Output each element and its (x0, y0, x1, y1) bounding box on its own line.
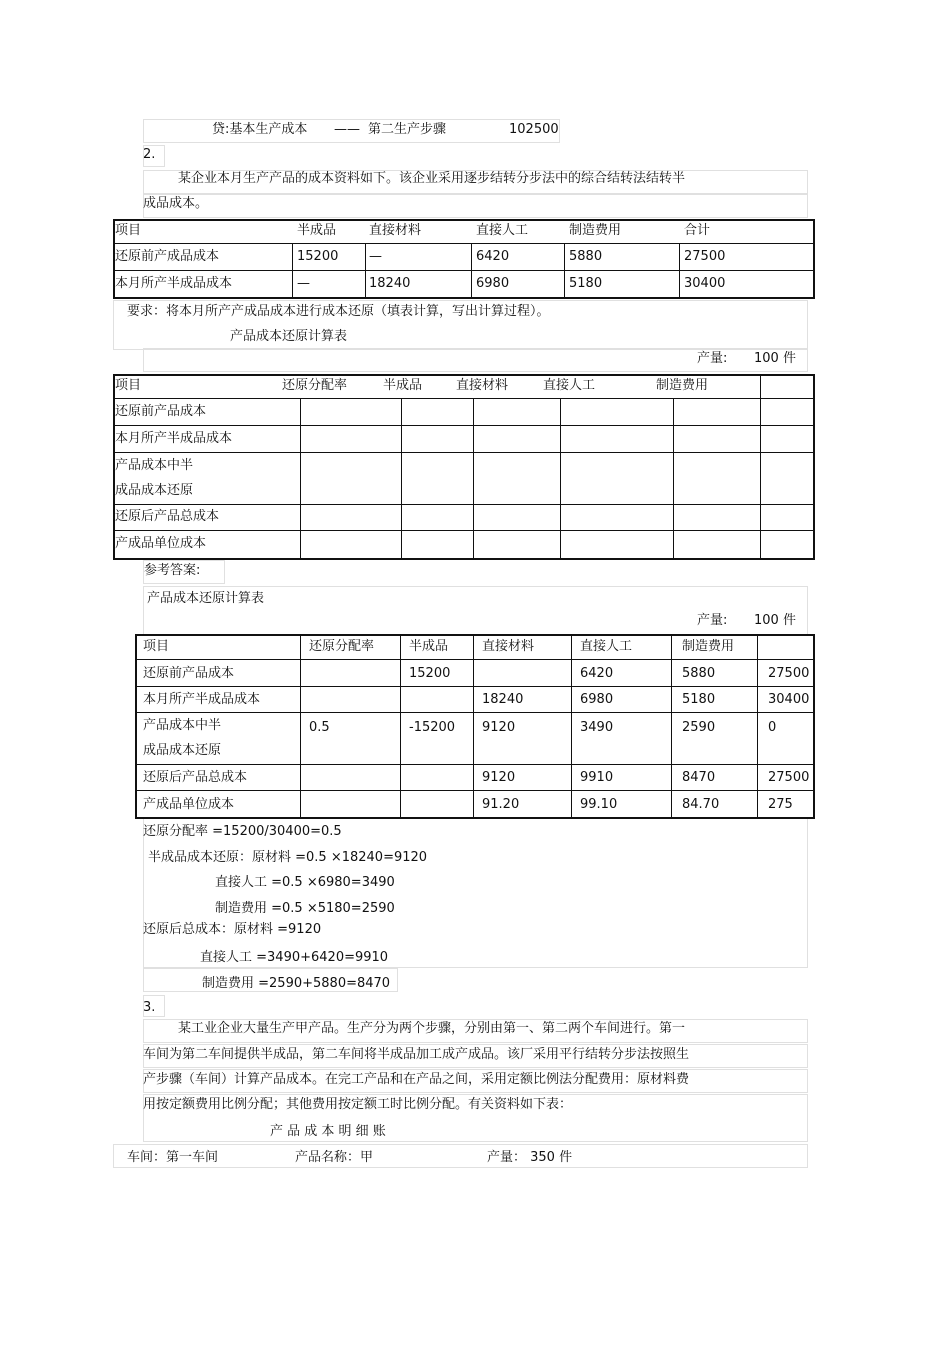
t2-row-label: 产品成本中半 (115, 458, 194, 473)
t3-cell: 8470 (682, 770, 716, 785)
t1-header-material: 直接材料 (369, 223, 422, 238)
t1-cell: 还原前产成品成本 (115, 249, 220, 264)
t1-cell: 5880 (569, 249, 603, 264)
t3-cell: 91.20 (482, 797, 520, 812)
t3-header-labor: 直接人工 (580, 639, 633, 654)
q2-text-2: 成品成本。 (143, 196, 209, 211)
ledger-output: 产量： 350 件 (487, 1150, 573, 1165)
t3-cell: 9120 (482, 720, 516, 735)
t3-header-overhead: 制造费用 (682, 639, 735, 654)
t2-row-label: 还原后产品总成本 (115, 509, 220, 524)
calc-total-labor: 直接人工 =3490+6420=9910 (200, 950, 389, 965)
t1-header-labor: 直接人工 (476, 223, 529, 238)
t2-header-overhead: 制造费用 (656, 378, 709, 393)
answer-table-title: 产品成本还原计算表 (147, 591, 265, 606)
t1-cell: 18240 (369, 276, 411, 291)
t2-row-label: 本月所产半成品成本 (115, 431, 233, 446)
answer-output-value: 100 件 (754, 613, 796, 628)
t3-cell: 99.10 (580, 797, 618, 812)
q3-number: 3. (143, 1000, 156, 1015)
ledger-workshop: 车间：第一车间 (127, 1150, 219, 1165)
t1-cell: 本月所产半成品成本 (115, 276, 233, 291)
t1-cell: 30400 (684, 276, 726, 291)
t2-header-semi: 半成品 (383, 378, 423, 393)
ledger-title: 产 品 成 本 明 细 账 (270, 1124, 386, 1139)
t1-header-item: 项目 (115, 223, 142, 238)
t3-header-material: 直接材料 (482, 639, 535, 654)
calc-box (143, 818, 808, 968)
calc-overhead: 制造费用 =0.5 ×5180=2590 (215, 901, 395, 916)
t3-cell: 产品成本中半 (143, 718, 222, 733)
t3-cell: 27500 (768, 666, 810, 681)
q2-text-1: 某企业本月生产产品的成本资料如下。该企业采用逐步结转分步法中的综合结转法结转半 (178, 171, 686, 186)
t1-cell: — (297, 276, 310, 291)
q2-number: 2. (143, 147, 156, 162)
credit-dash: —— (334, 122, 360, 137)
calc-material: 半成品成本还原：原材料 =0.5 ×18240=9120 (148, 850, 428, 865)
t3-cell: 6980 (580, 692, 614, 707)
t1-cell: 27500 (684, 249, 726, 264)
t3-header-item: 项目 (143, 639, 170, 654)
blank-reduction-table (113, 374, 815, 560)
t2-header-labor: 直接人工 (543, 378, 596, 393)
t3-cell: 0.5 (309, 720, 330, 735)
q3-text-2: 车间为第二车间提供半成品，第二车间将半成品加工成产成品。该厂采用平行结转分步法按照生 (143, 1047, 690, 1062)
t3-cell: 18240 (482, 692, 524, 707)
t1-header-overhead: 制造费用 (569, 223, 622, 238)
t3-header-rate: 还原分配率 (309, 639, 375, 654)
requirement-text: 要求：将本月所产产成品成本进行成本还原（填表计算，写出计算过程）。 (127, 304, 550, 319)
t3-cell: 2590 (682, 720, 716, 735)
t3-cell: 5880 (682, 666, 716, 681)
t1-cell: 6420 (476, 249, 510, 264)
t3-cell: 还原后产品总成本 (143, 770, 248, 785)
calc-total-overhead: 制造费用 =2590+5880=8470 (202, 976, 391, 991)
t3-cell: 0 (768, 720, 777, 735)
calc-rate: 还原分配率 =15200/30400=0.5 (143, 824, 342, 839)
ledger-product: 产品名称：甲 (295, 1150, 374, 1165)
t2-header-item: 项目 (115, 378, 142, 393)
t2-row-label: 还原前产品成本 (115, 404, 207, 419)
t3-cell: 5180 (682, 692, 716, 707)
t2-row-label: 产成品单位成本 (115, 536, 207, 551)
credit-step: 第二生产步骤 (368, 122, 447, 137)
answer-label: 参考答案: (144, 563, 201, 578)
q3-text-3: 产步骤（车间）计算产品成本。在完工产品和在产品之间，采用定额比例法分配费用：原材料费 (143, 1072, 690, 1087)
t3-cell: 30400 (768, 692, 810, 707)
t1-cell: 15200 (297, 249, 339, 264)
calc-labor: 直接人工 =0.5 ×6980=3490 (215, 875, 395, 890)
t3-cell: 9910 (580, 770, 614, 785)
q3-text-1: 某工业企业大量生产甲产品。生产分为两个步骤，分别由第一、第二两个车间进行。第一 (178, 1021, 686, 1036)
t3-cell: 27500 (768, 770, 810, 785)
t3-cell: 还原前产品成本 (143, 666, 235, 681)
t3-cell: 84.70 (682, 797, 720, 812)
t2-row-label: 成品成本还原 (115, 483, 194, 498)
t1-cell: 5180 (569, 276, 603, 291)
t1-cell: — (369, 249, 382, 264)
t3-cell: 6420 (580, 666, 614, 681)
q3-text-4: 用按定额费用比例分配；其他费用按定额工时比例分配。有关资料如下表： (143, 1097, 573, 1112)
t3-cell: 成品成本还原 (143, 743, 222, 758)
t3-cell: 本月所产半成品成本 (143, 692, 261, 707)
t3-cell: 15200 (409, 666, 451, 681)
t3-cell: 3490 (580, 720, 614, 735)
q2-text-box-2 (143, 194, 808, 218)
t2-header-material: 直接材料 (456, 378, 509, 393)
t3-header-semi: 半成品 (409, 639, 449, 654)
blank-table-title: 产品成本还原计算表 (230, 329, 348, 344)
t3-cell: 产成品单位成本 (143, 797, 235, 812)
t1-cell: 6980 (476, 276, 510, 291)
t3-cell: 9120 (482, 770, 516, 785)
t1-header-semi: 半成品 (297, 223, 337, 238)
answer-output-label: 产量: (697, 613, 728, 628)
calc-total-material: 还原后总成本：原材料 =9120 (143, 922, 322, 937)
credit-amount: 102500 (509, 122, 559, 137)
credit-label: 贷:基本生产成本 (212, 122, 308, 137)
t3-cell: 275 (768, 797, 793, 812)
output-label: 产量: (697, 351, 728, 366)
t1-header-total: 合计 (684, 223, 711, 238)
t3-cell: -15200 (409, 720, 456, 735)
t2-header-rate: 还原分配率 (282, 378, 348, 393)
output-value: 100 件 (754, 351, 796, 366)
